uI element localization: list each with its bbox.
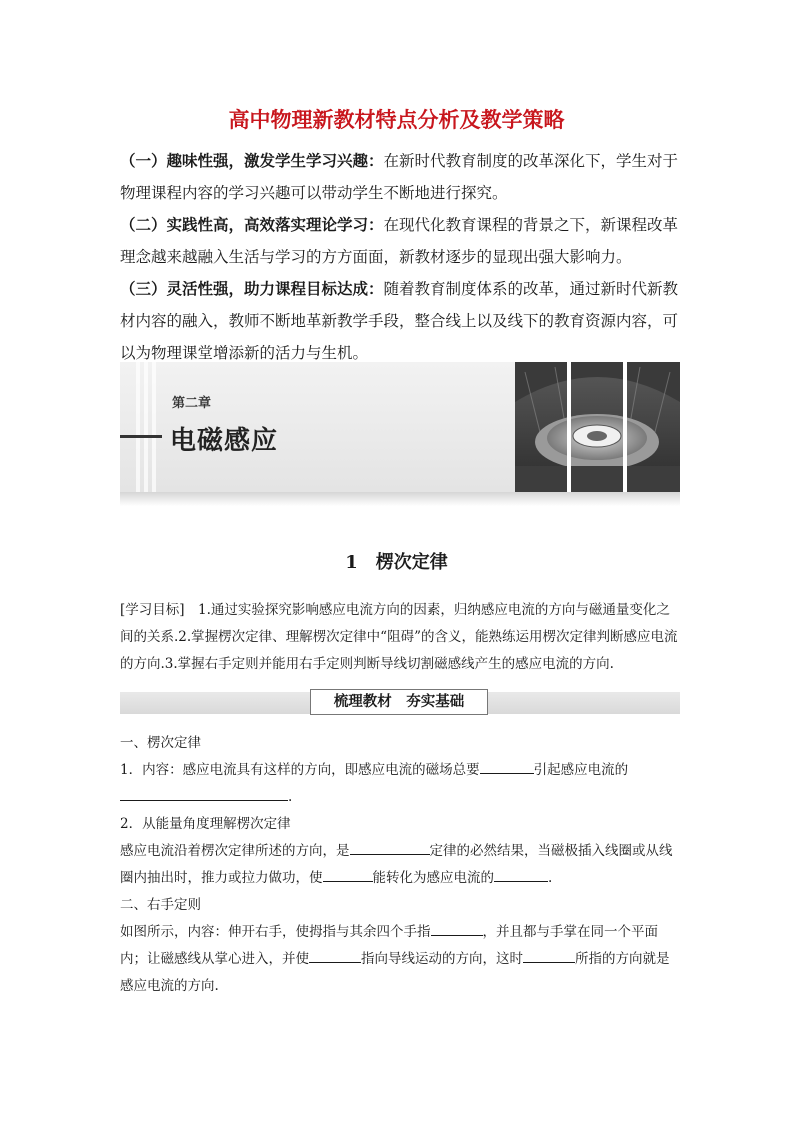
part2-heading: 二、右手定则 — [120, 897, 201, 913]
intro-text-1: 在新时代教育制度的改革深化下，学生对于物理课程内容的学习兴趣可以带动学生不断地进行探究。 — [120, 152, 679, 202]
intro-paragraph-2 — [120, 209, 680, 273]
chapter-line — [120, 435, 162, 438]
part1-heading: 一、楞次定律 — [120, 735, 201, 751]
blank-7 — [309, 946, 361, 963]
blank-4 — [323, 865, 373, 882]
blank-6 — [431, 919, 483, 936]
part2-text: 如图所示，内容：伸开右手，使拇指与其余四个手指 ，并且都与手掌在同一个平面内；让磁感线从掌心进入，并使 指向导线运动的方向，这时 所指的方向就是感应电流的方向. — [120, 919, 680, 1000]
goals-text: 1.通过实验探究影响感应电流方向的因素，归纳感应电流的方向与磁通量变化之间的关系.2.掌握楞次定律、理解楞次定律中“阻碍”的含义，能熟练运用楞次定律判断感应电流的方向.3.掌握右手定则并能用右手定则判断导线切割磁感线产生的感应电流的方向. — [120, 602, 678, 672]
chapter-title: 电磁感应 — [170, 426, 279, 456]
generator-photo — [515, 362, 680, 492]
intro-section — [120, 145, 680, 369]
part1-item1: 1．内容：感应电流具有这样的方向，即感应电流的磁场总要 引起感应电流的 . — [120, 757, 680, 811]
intro-paragraph-3 — [120, 273, 680, 369]
intro-heading-3: （三）灵活性强，助力课程目标达成： — [120, 279, 384, 298]
banner-shadow — [120, 492, 680, 506]
blank-1 — [480, 757, 534, 774]
document-title: 高中物理新教材特点分析及教学策略 — [228, 108, 565, 132]
learning-goals — [120, 597, 680, 678]
intro-text-3: 随着教育制度体系的改革，通过新时代新教材内容的融入，教师不断地革新教学手段，整合线上以及线下的教育资源内容，可以为物理课堂增添新的活力与生机。 — [120, 280, 679, 362]
blank-5 — [494, 865, 548, 882]
part1-item2-heading: 2．从能量角度理解楞次定律 — [120, 816, 291, 832]
blank-8 — [523, 946, 575, 963]
blank-2 — [120, 784, 288, 801]
intro-text-2: 在现代化教育课程的背景之下，新课程改革理念越来越融入生活与学习的方方面面，新教材逐步的显现出强大影响力。 — [120, 216, 679, 266]
intro-heading-1: （一）趣味性强，激发学生学习兴趣： — [120, 151, 384, 170]
part1-item2: 感应电流沿着楞次定律所述的方向，是 定律的必然结果，当磁极插入线圈或从线圈内抽出时，推力或拉力做功，使 能转化为感应电流的 . — [120, 838, 680, 892]
intro-paragraph-1 — [120, 145, 680, 209]
goals-tag: [学习目标] — [120, 602, 185, 618]
blank-3 — [350, 838, 430, 855]
section-bar-label: 梳理教材 夯实基础 — [310, 689, 488, 715]
section-title: 1 楞次定律 — [345, 552, 448, 573]
intro-heading-2: （二）实践性高，高效落实理论学习： — [120, 215, 384, 234]
chapter-label: 第二章 — [172, 396, 212, 411]
